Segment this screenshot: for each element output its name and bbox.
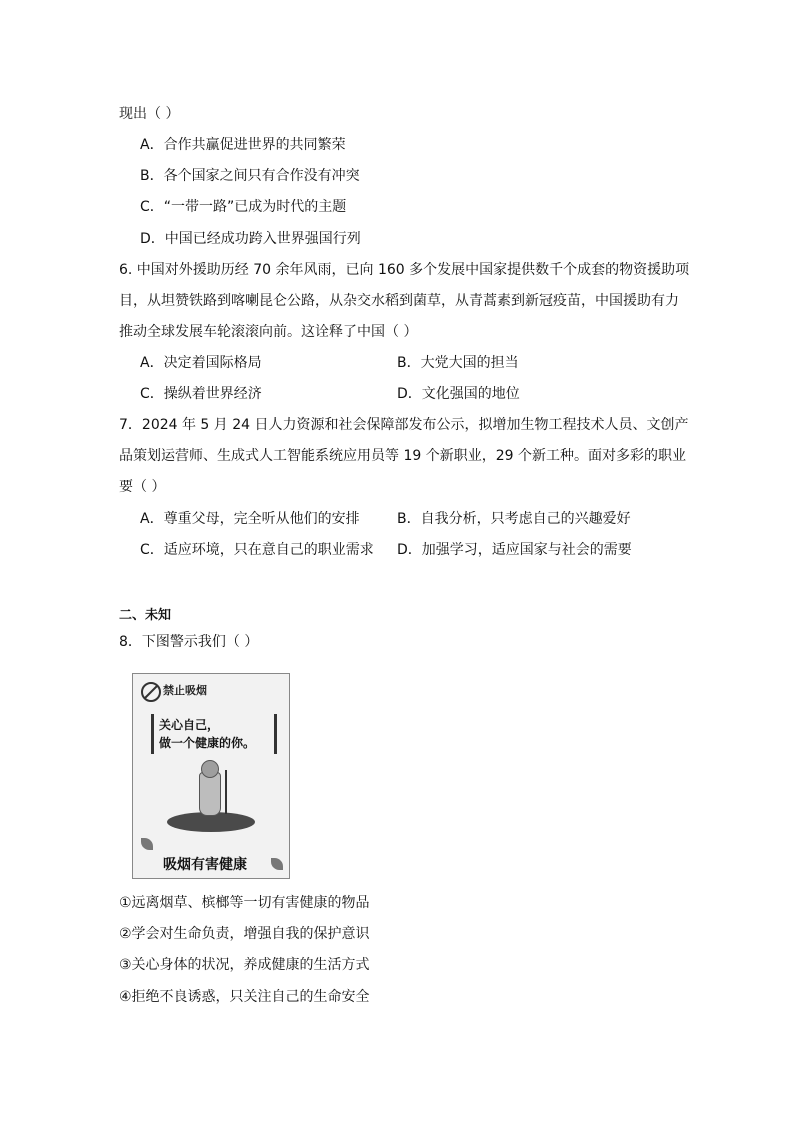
- q7-option-d: D．加强学习，适应国家与社会的需要: [397, 542, 632, 558]
- q7-option-a: A．尊重父母，完全听从他们的安排: [140, 511, 360, 527]
- q6-option-d: D．文化强国的地位: [397, 386, 520, 402]
- q6-option-c: C．操纵着世界经济: [140, 386, 262, 402]
- poster-caption: 吸烟有害健康: [163, 857, 247, 873]
- section-title: 二、未知: [119, 608, 172, 623]
- q8-item-4: ④拒绝不良诱惑，只关注自己的生命安全: [119, 989, 370, 1005]
- q7-stem-line-3: 要（ ）: [119, 479, 166, 495]
- cigarette-figure-body: [199, 772, 221, 816]
- q7-option-b: B．自我分析，只考虑自己的兴趣爱好: [397, 511, 631, 527]
- leaf-icon: [271, 858, 283, 870]
- poster-ban-label: 禁止吸烟: [163, 684, 207, 697]
- q5-stem-tail: 现出（ ）: [119, 106, 180, 122]
- q7-stem-line-1: 7．2024 年 5 月 24 日人力资源和社会保障部发布公示，拟增加生物工程技术人员、文创产: [119, 417, 689, 433]
- q7-option-c: C．适应环境，只在意自己的职业需求: [140, 542, 374, 558]
- q8-item-2: ②学会对生命负责，增强自我的保护意识: [119, 926, 370, 942]
- q6-option-a: A．决定着国际格局: [140, 355, 262, 371]
- no-smoking-icon: [141, 682, 161, 702]
- q5-option-d: D．中国已经成功跨入世界强国行列: [140, 231, 361, 247]
- q6-option-b: B．大党大国的担当: [397, 355, 519, 371]
- poster-slogan-line-1: 关心自己，: [159, 718, 220, 732]
- cigarette-figure-head: [201, 760, 219, 778]
- q6-stem-line-3: 推动全球发展车轮滚滚向前。这诠释了中国（ ）: [119, 324, 418, 340]
- q8-stem: 8．下图警示我们（ ）: [119, 634, 259, 650]
- q6-stem-line-1: 6. 中国对外援助历经 70 余年风雨，已向 160 多个发展中国家提供数千个成套的物资援助项: [119, 262, 690, 278]
- no-smoking-poster: [132, 673, 290, 879]
- trident-icon: [225, 770, 227, 814]
- q8-item-1: ①远离烟草、槟榔等一切有害健康的物品: [119, 895, 370, 911]
- q5-option-b: B．各个国家之间只有合作没有冲突: [140, 168, 360, 184]
- q5-option-c: C．“一带一路”已成为时代的主题: [140, 199, 347, 215]
- q7-stem-line-2: 品策划运营师、生成式人工智能系统应用员等 19 个新职业，29 个新工种。面对多彩的职业: [119, 448, 686, 464]
- q5-option-a: A．合作共赢促进世界的共同繁荣: [140, 137, 346, 153]
- leaf-icon: [141, 838, 153, 850]
- q8-item-3: ③关心身体的状况，养成健康的生活方式: [119, 957, 370, 973]
- q6-stem-line-2: 目，从坦赞铁路到喀喇昆仑公路，从杂交水稻到菌草，从青蒿素到新冠疫苗，中国援助有力: [119, 293, 679, 309]
- poster-slogan-line-2: 做一个健康的你。: [159, 736, 256, 750]
